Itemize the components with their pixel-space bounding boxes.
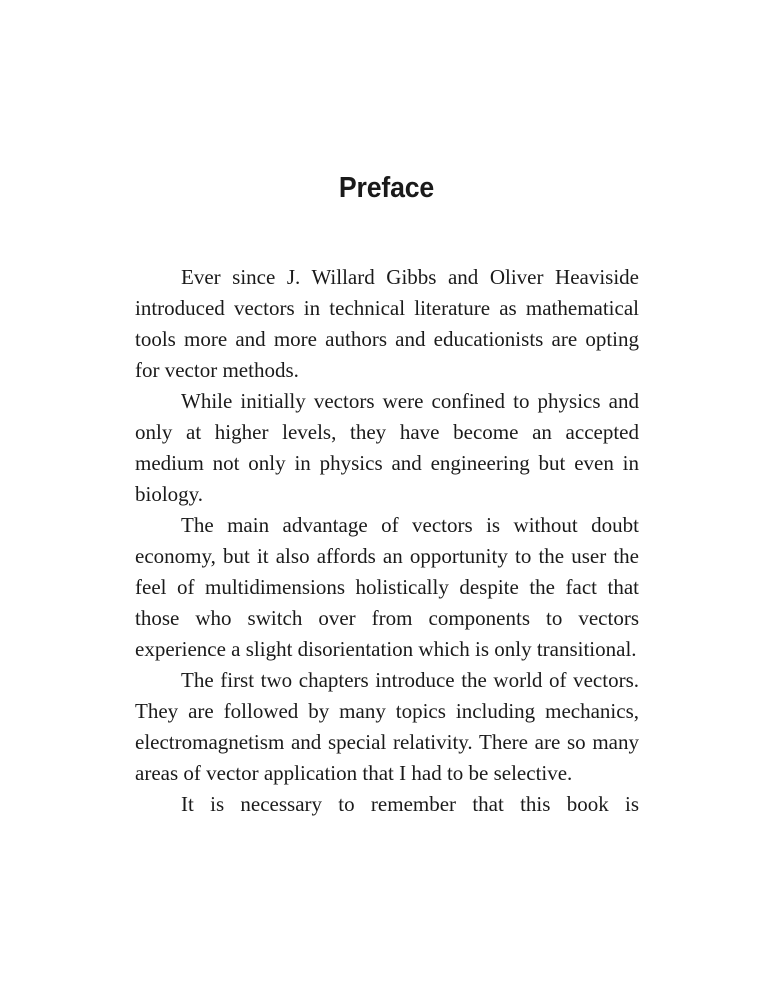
body-paragraph: While initially vectors were confined to physics and only at higher levels, they have become an accepted medium not only in physics and engineering but even in biology. [135,389,639,506]
body-paragraph: Ever since J. Willard Gibbs and Oliver Heaviside introduced vectors in technical literature as mathematical tools more and more authors and educationists are opting for vector methods. [135,265,639,382]
page-title: Preface [338,172,435,205]
body-paragraph: The main advantage of vectors is without doubt economy, but it also affords an opportunity to the user the feel of multidimensions holistically despite the fact that those who switch over from components to vectors experience a slight disorientation which is only transitional. [135,513,639,661]
body-paragraph: It is necessary to remember that this book is [181,792,639,816]
body-text-column [135,262,639,851]
body-paragraph: The first two chapters introduce the world of vectors. They are followed by many topics including mechanics, electromagnetism and special relativity. There are so many areas of vector application that I had to be selective. [135,668,639,785]
